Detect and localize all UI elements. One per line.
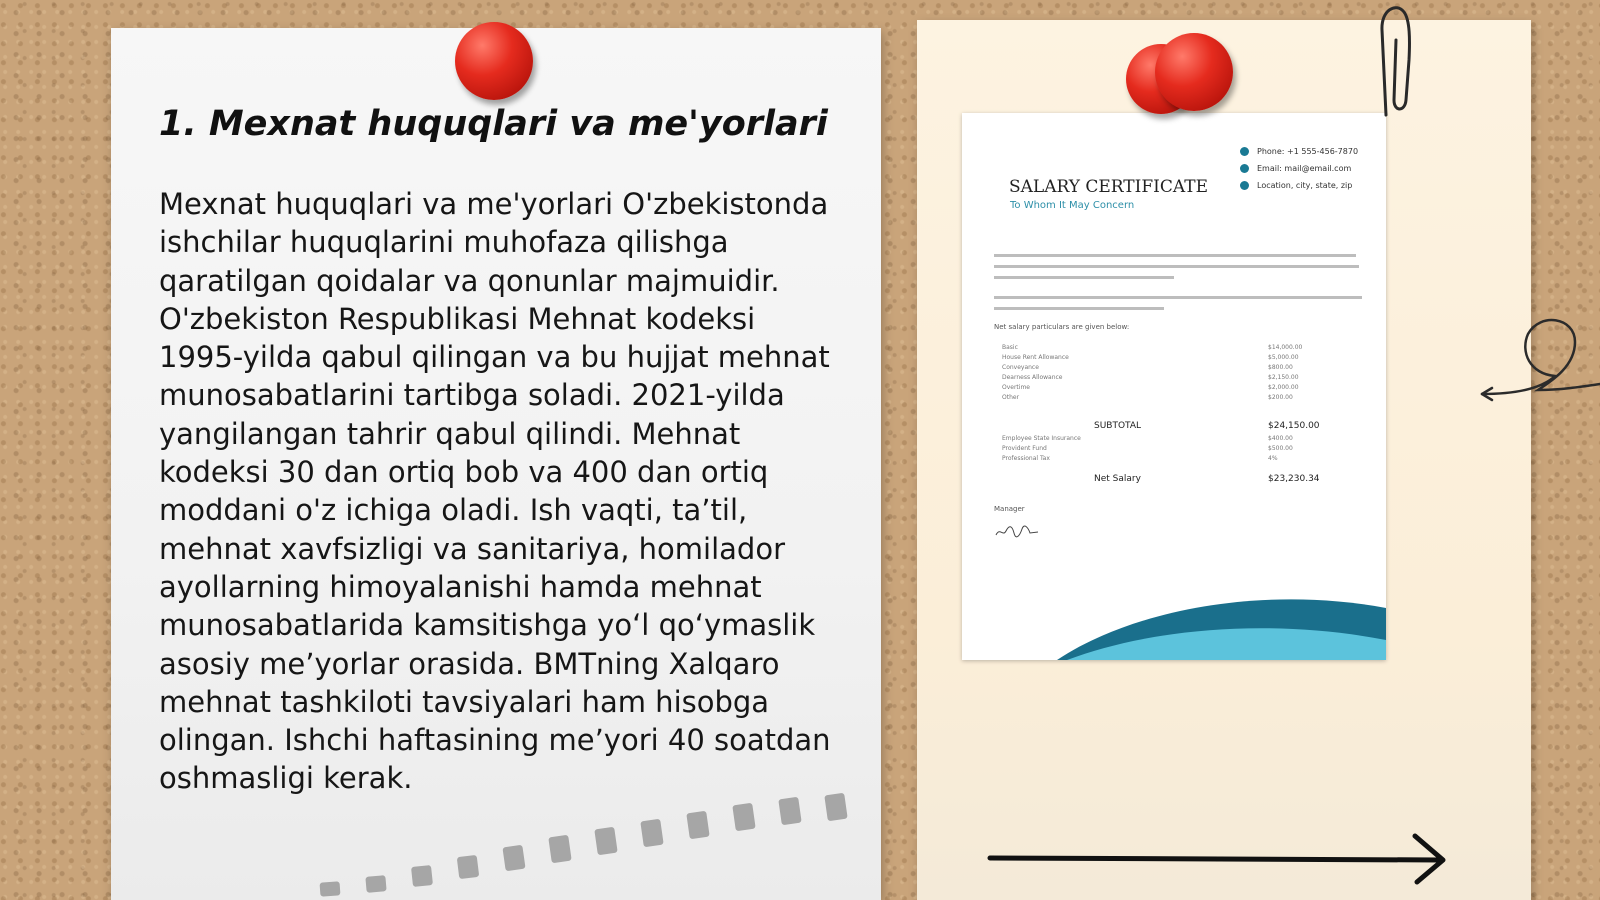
paperclip-icon [1376, 0, 1426, 125]
contact-location: Location, city, state, zip [1240, 181, 1352, 190]
earning-value: $800.00 [1268, 364, 1293, 371]
signatory-label: Manager [994, 505, 1025, 513]
particulars-heading: Net salary particulars are given below: [994, 323, 1130, 331]
earning-value: $14,000.00 [1268, 344, 1303, 351]
body-line [994, 296, 1362, 299]
earning-label: Other [1002, 394, 1020, 401]
red-pushpin-right-front [1155, 33, 1233, 111]
location-icon [1240, 181, 1249, 190]
contact-phone: Phone: +1 555-456-7870 [1240, 147, 1358, 156]
certificate-title: SALARY CERTIFICATE [1009, 177, 1208, 197]
earning-label: Dearness Allowance [1002, 374, 1063, 381]
torn-notebook-edge [240, 790, 880, 900]
earning-value: $200.00 [1268, 394, 1293, 401]
body-line [994, 254, 1356, 257]
earning-value: $2,150.00 [1268, 374, 1299, 381]
body-line [994, 307, 1164, 310]
earning-label: House Rent Allowance [1002, 354, 1069, 361]
deduction-value: $400.00 [1268, 435, 1293, 442]
earning-value: $5,000.00 [1268, 354, 1299, 361]
deduction-value: 4% [1268, 455, 1278, 462]
left-paper-card [111, 28, 881, 900]
deduction-label: Professional Tax [1002, 455, 1050, 462]
section-title: 1. Mexnat huquqlari va me'yorlari [159, 104, 828, 144]
salary-certificate-image [962, 113, 1386, 660]
deduction-value: $500.00 [1268, 445, 1293, 452]
earning-value: $2,000.00 [1268, 384, 1299, 391]
deduction-label: Provident Fund [1002, 445, 1047, 452]
certificate-subtitle: To Whom It May Concern [1010, 200, 1135, 211]
contact-email: Email: mail@email.com [1240, 164, 1351, 173]
earning-label: Basic [1002, 344, 1018, 351]
red-pushpin-left [455, 22, 533, 100]
subtotal-label: SUBTOTAL [1094, 421, 1142, 431]
net-salary-value: $23,230.34 [1268, 474, 1320, 484]
email-icon [1240, 164, 1249, 173]
earning-label: Overtime [1002, 384, 1030, 391]
body-line [994, 276, 1174, 279]
signature-icon [994, 521, 1040, 541]
net-salary-label: Net Salary [1094, 474, 1141, 484]
body-line [994, 265, 1359, 268]
phone-icon [1240, 147, 1249, 156]
right-arrow-icon [985, 830, 1450, 885]
subtotal-value: $24,150.00 [1268, 421, 1320, 431]
deduction-label: Employee State Insurance [1002, 435, 1081, 442]
string-loop-icon [1480, 312, 1600, 407]
earning-label: Conveyance [1002, 364, 1039, 371]
section-body-text: Mexnat huquqlari va me'yorlari O'zbekistonda ishchilar huquqlarini muhofaza qilishga qaratilgan qoidalar va qonunlar majmuidir. O'zbekiston Respublikasi Mehnat kodeksi 1995-yilda qabul qilingan va bu hujjat mehnat munosabatlarini tartibga soladi. 2021-yilda yangilangan tahrir qabul qilindi. Mehnat kodeksi 30 dan ortiq bob va 400 dan ortiq moddani o'z ichiga oladi. Ish vaqti, ta’til, mehnat xavfsizligi va sanitariya, homilador ayollarning himoyalanishi hamda mehnat munosabatlarida kamsitishga yo‘l qo‘ymaslik asosiy me’yorlar orasida. BMTning Xalqaro mehnat tashkiloti tavsiyalari ham hisobga olingan. Ishchi haftasining me’yori 40 soatdan oshmasligi kerak. [159, 187, 831, 796]
certificate-wave-decoration [962, 590, 1386, 660]
